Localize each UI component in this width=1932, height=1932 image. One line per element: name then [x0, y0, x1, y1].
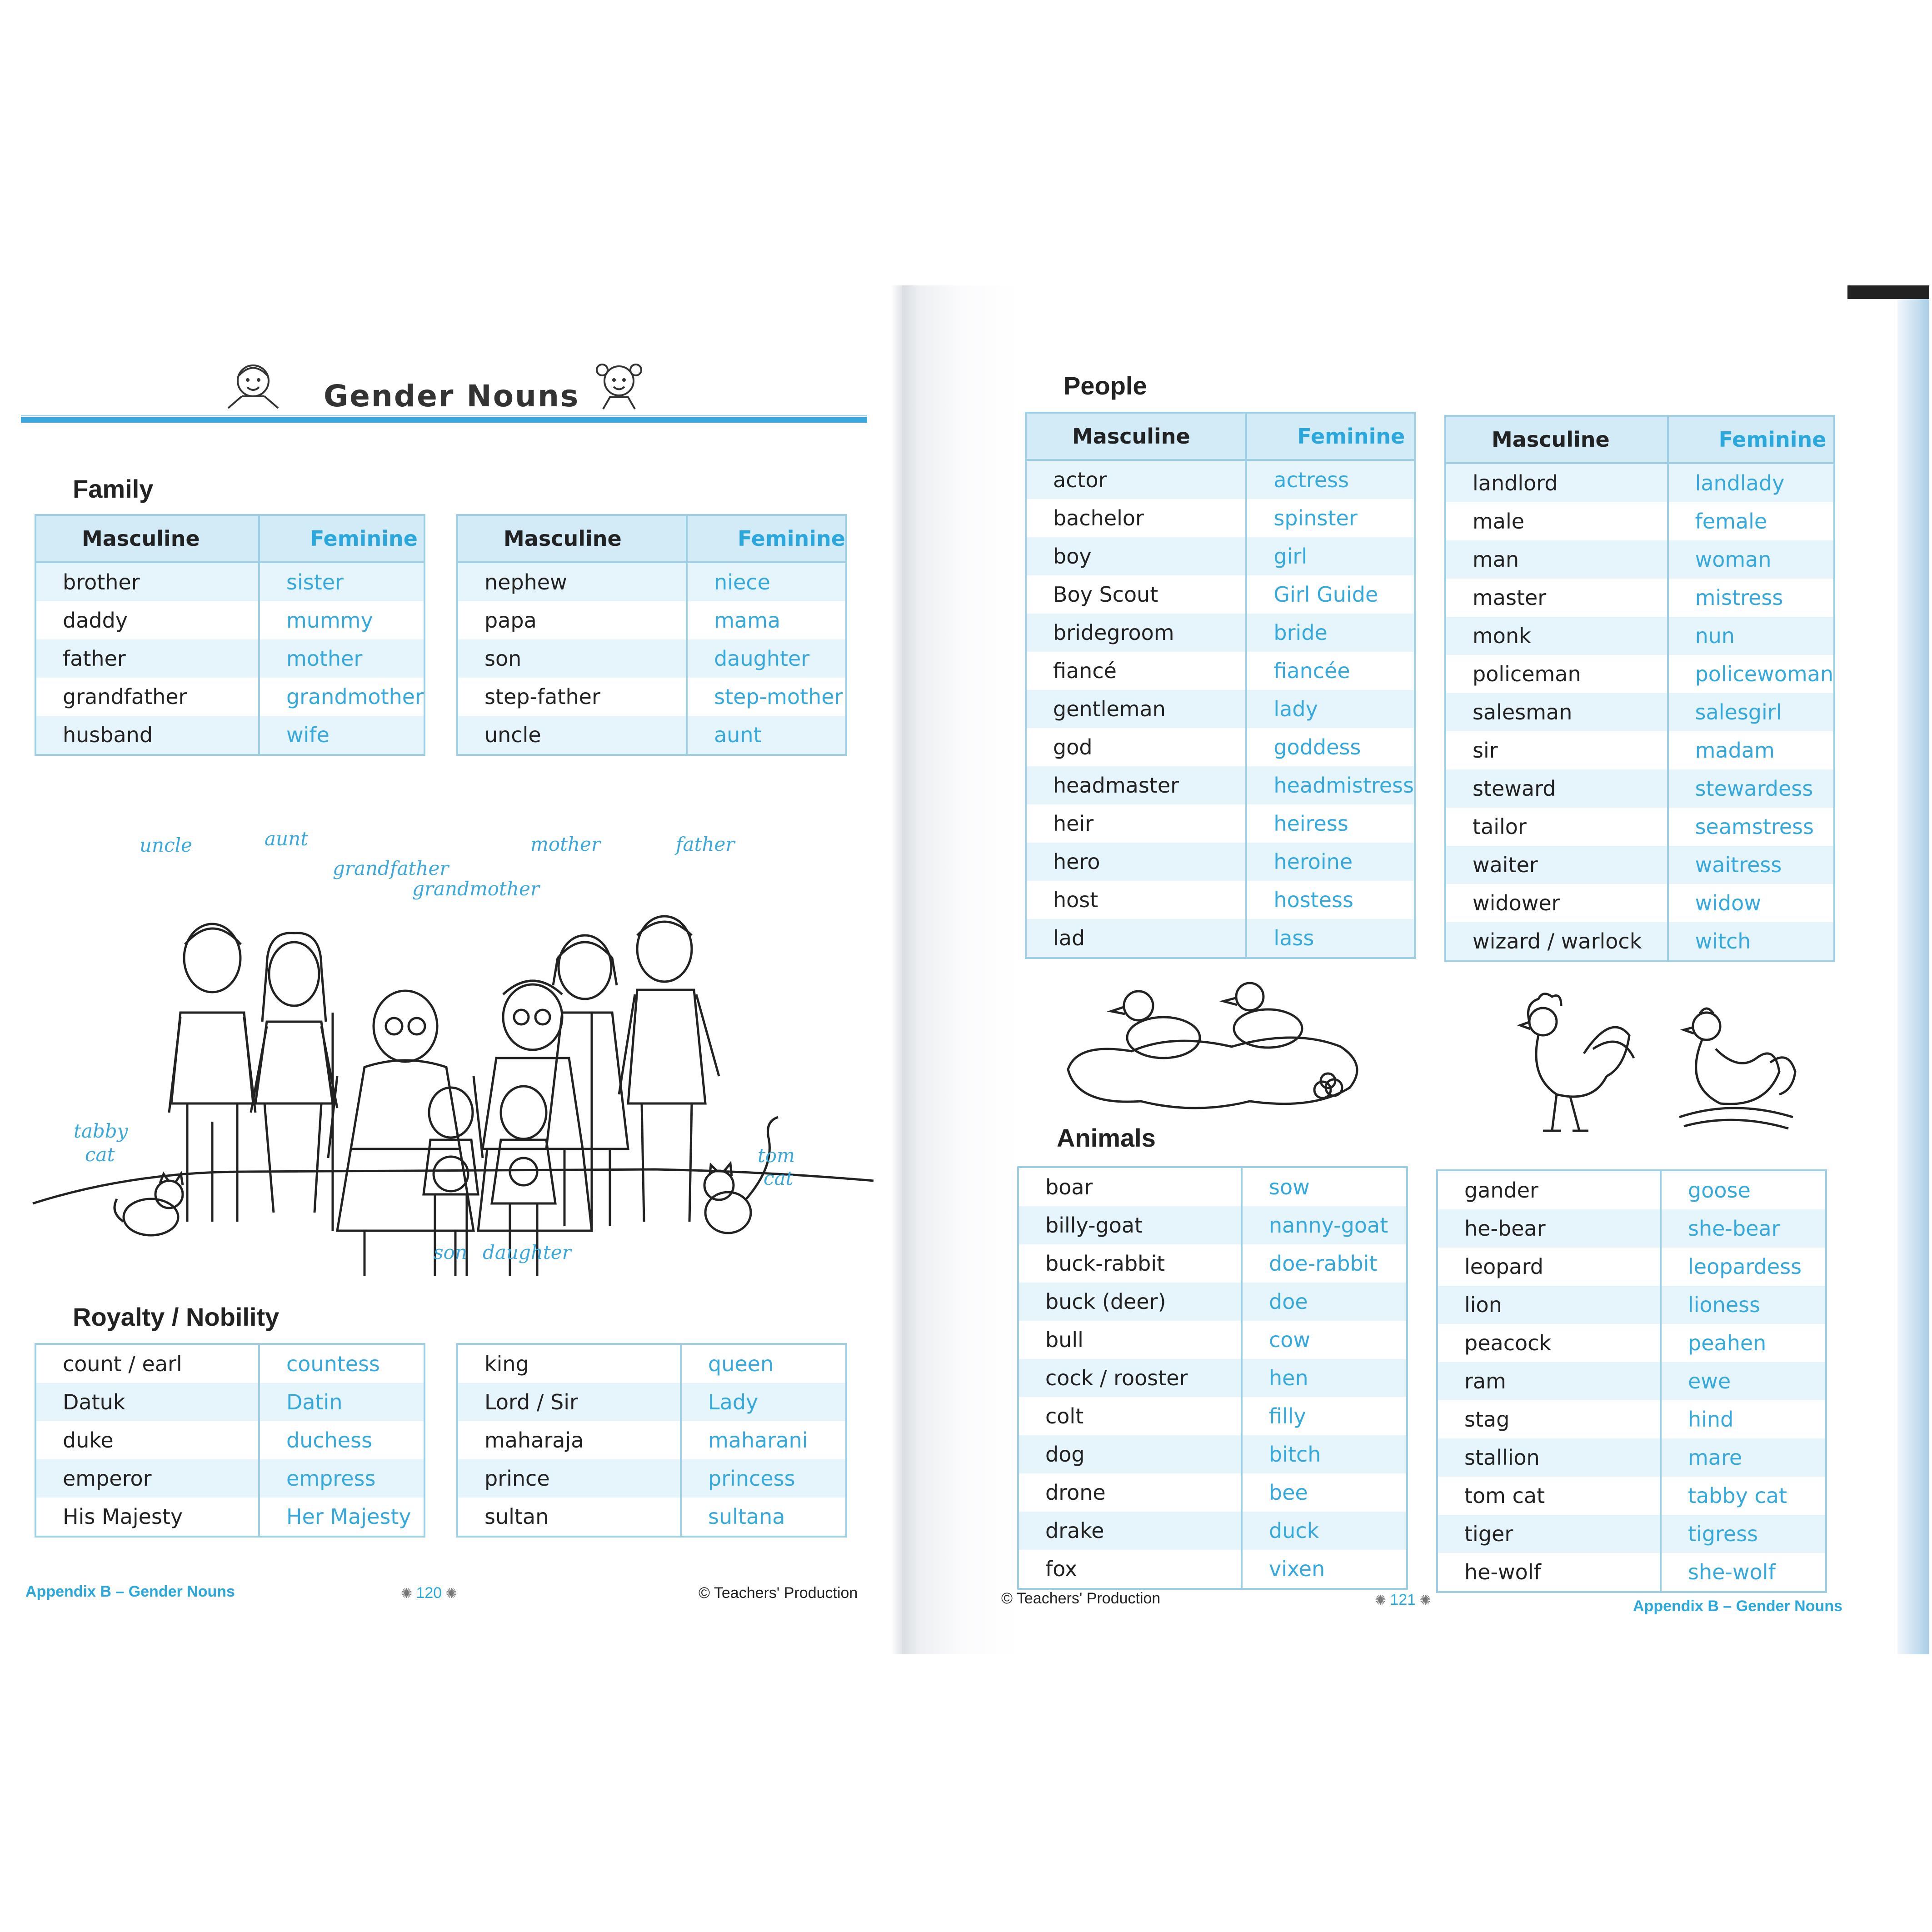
table-row	[1018, 1435, 1407, 1473]
masculine-cell: Boy Scout	[1026, 575, 1246, 614]
masculine-cell: gander	[1437, 1170, 1661, 1209]
masculine-header: Masculine	[1026, 413, 1246, 460]
masculine-cell: he-bear	[1437, 1209, 1661, 1248]
table-row	[1026, 652, 1415, 690]
table-row	[1026, 919, 1415, 958]
masculine-cell: sir	[1445, 731, 1668, 769]
feminine-cell: goddess	[1246, 728, 1415, 766]
table-row	[1445, 463, 1834, 502]
table-row	[1437, 1438, 1826, 1477]
ornament-icon: ✺	[1375, 1593, 1390, 1608]
masculine-cell: grandfather	[35, 678, 259, 716]
table-row	[1018, 1321, 1407, 1359]
feminine-cell: duchess	[259, 1421, 424, 1459]
feminine-cell: female	[1668, 502, 1834, 540]
masculine-cell: god	[1026, 728, 1246, 766]
table-row	[1437, 1553, 1826, 1592]
caption-grandfather: grandfather	[333, 857, 449, 879]
feminine-cell: she-bear	[1661, 1209, 1826, 1248]
table-row	[1026, 499, 1415, 537]
rooster-illustration	[1493, 985, 1638, 1149]
feminine-cell: heroine	[1246, 843, 1415, 881]
feminine-cell: hen	[1242, 1359, 1407, 1397]
left-page	[10, 285, 899, 1654]
caption-tabby: tabby	[74, 1120, 128, 1142]
family-table-1	[35, 514, 425, 756]
feminine-cell: daughter	[687, 639, 846, 678]
table-row	[1018, 1473, 1407, 1512]
feminine-cell: mama	[687, 601, 846, 639]
feminine-cell: headmistress	[1246, 766, 1415, 804]
table-row	[1445, 922, 1834, 961]
table-row	[35, 678, 424, 716]
masculine-cell: buck (deer)	[1018, 1283, 1242, 1321]
table-row	[1445, 617, 1834, 655]
feminine-cell: niece	[687, 562, 846, 601]
animals-table-2	[1436, 1169, 1827, 1593]
masculine-cell: maharaja	[457, 1421, 681, 1459]
feminine-cell: madam	[1668, 731, 1834, 769]
footer-copyright: © Teachers' Production	[699, 1584, 858, 1602]
table-row	[1445, 502, 1834, 540]
masculine-cell: steward	[1445, 769, 1668, 808]
masculine-cell: king	[457, 1344, 681, 1383]
caption-daughter: daughter	[483, 1241, 571, 1263]
feminine-cell: Girl Guide	[1246, 575, 1415, 614]
page-title: Gender Nouns	[324, 379, 580, 414]
masculine-cell: leopard	[1437, 1248, 1661, 1286]
table-row	[1026, 728, 1415, 766]
table-row	[457, 1459, 846, 1498]
hen-illustration	[1666, 994, 1802, 1140]
feminine-cell: mistress	[1668, 579, 1834, 617]
caption-uncle: uncle	[140, 834, 192, 856]
masculine-cell: male	[1445, 502, 1668, 540]
table-row	[457, 1498, 846, 1537]
masculine-cell: bachelor	[1026, 499, 1246, 537]
caption-tom-cat: cat	[764, 1167, 794, 1189]
masculine-cell: Lord / Sir	[457, 1383, 681, 1421]
table-row	[457, 601, 846, 639]
feminine-cell: maharani	[681, 1421, 846, 1459]
caption-father: father	[676, 833, 735, 855]
masculine-cell: His Majesty	[35, 1498, 259, 1537]
table-row	[1026, 537, 1415, 575]
feminine-cell: mare	[1661, 1438, 1826, 1477]
table-row	[1437, 1324, 1826, 1362]
table-row	[1445, 655, 1834, 693]
feminine-cell: queen	[681, 1344, 846, 1383]
table-row	[457, 1421, 846, 1459]
people-heading: People	[1063, 371, 1147, 400]
table-row	[1445, 846, 1834, 884]
feminine-cell: lioness	[1661, 1286, 1826, 1324]
animals-heading: Animals	[1057, 1123, 1156, 1152]
feminine-cell: salesgirl	[1668, 693, 1834, 731]
table-row	[1445, 884, 1834, 922]
feminine-cell: leopardess	[1661, 1248, 1826, 1286]
masculine-cell: Datuk	[35, 1383, 259, 1421]
feminine-cell: woman	[1668, 540, 1834, 579]
feminine-cell: bride	[1246, 614, 1415, 652]
feminine-cell: hind	[1661, 1400, 1826, 1438]
masculine-cell: peacock	[1437, 1324, 1661, 1362]
masculine-cell: fox	[1018, 1550, 1242, 1589]
feminine-cell: she-wolf	[1661, 1553, 1826, 1592]
ducks-pond-illustration	[1059, 974, 1377, 1124]
masculine-cell: sultan	[457, 1498, 681, 1537]
table-row	[35, 1498, 424, 1537]
masculine-cell: policeman	[1445, 655, 1668, 693]
title-rule-thin	[21, 415, 867, 416]
feminine-cell: lass	[1246, 919, 1415, 958]
table-row	[1026, 614, 1415, 652]
feminine-cell: step-mother	[687, 678, 846, 716]
feminine-cell: hostess	[1246, 881, 1415, 919]
table-row	[1018, 1512, 1407, 1550]
family-table-2	[456, 514, 847, 756]
feminine-cell: princess	[681, 1459, 846, 1498]
table-row	[1026, 690, 1415, 728]
masculine-cell: headmaster	[1026, 766, 1246, 804]
masculine-cell: fiancé	[1026, 652, 1246, 690]
table-row	[1026, 766, 1415, 804]
footer-page-number: ✺ 121 ✺	[1375, 1591, 1431, 1608]
feminine-cell: nanny-goat	[1242, 1206, 1407, 1244]
masculine-cell: master	[1445, 579, 1668, 617]
footer-page-number: ✺ 120 ✺	[401, 1584, 457, 1602]
feminine-cell: doe	[1242, 1283, 1407, 1321]
table-row	[457, 639, 846, 678]
feminine-cell: landlady	[1668, 463, 1834, 502]
feminine-cell: Her Majesty	[259, 1498, 424, 1537]
feminine-cell: widow	[1668, 884, 1834, 922]
masculine-cell: prince	[457, 1459, 681, 1498]
people-table-1	[1025, 412, 1416, 959]
table-row	[1445, 808, 1834, 846]
feminine-header: Feminine	[1246, 413, 1415, 460]
feminine-cell: nun	[1668, 617, 1834, 655]
feminine-cell: policewoman	[1668, 655, 1834, 693]
animals-table-1	[1017, 1166, 1408, 1590]
feminine-cell: witch	[1668, 922, 1834, 961]
caption-tabby-cat: cat	[85, 1143, 115, 1166]
footer-copyright: © Teachers' Production	[1001, 1590, 1161, 1607]
footer-appendix: Appendix B – Gender Nouns	[1633, 1598, 1842, 1615]
feminine-cell: empress	[259, 1459, 424, 1498]
masculine-cell: brother	[35, 562, 259, 601]
feminine-cell: actress	[1246, 460, 1415, 499]
table-row	[1018, 1359, 1407, 1397]
feminine-cell: tigress	[1661, 1515, 1826, 1553]
table-row	[1445, 769, 1834, 808]
feminine-cell: bee	[1242, 1473, 1407, 1512]
ornament-icon: ✺	[442, 1586, 457, 1601]
masculine-cell: salesman	[1445, 693, 1668, 731]
caption-son: son	[434, 1241, 467, 1263]
feminine-cell: peahen	[1661, 1324, 1826, 1362]
feminine-cell: duck	[1242, 1512, 1407, 1550]
feminine-cell: countess	[259, 1344, 424, 1383]
feminine-cell: spinster	[1246, 499, 1415, 537]
table-row	[1026, 843, 1415, 881]
cover-edge	[1847, 285, 1929, 299]
table-row	[457, 678, 846, 716]
table-row	[1437, 1248, 1826, 1286]
masculine-cell: tiger	[1437, 1515, 1661, 1553]
feminine-cell: waitress	[1668, 846, 1834, 884]
masculine-cell: stallion	[1437, 1438, 1661, 1477]
feminine-cell: Lady	[681, 1383, 846, 1421]
table-row	[1437, 1170, 1826, 1209]
feminine-cell: vixen	[1242, 1550, 1407, 1589]
masculine-cell: he-wolf	[1437, 1553, 1661, 1592]
table-row	[1018, 1206, 1407, 1244]
masculine-cell: boy	[1026, 537, 1246, 575]
masculine-cell: drake	[1018, 1512, 1242, 1550]
table-row	[1026, 575, 1415, 614]
feminine-header: Feminine	[259, 515, 424, 562]
ornament-icon: ✺	[401, 1586, 416, 1601]
feminine-cell: wife	[259, 716, 424, 755]
masculine-cell: emperor	[35, 1459, 259, 1498]
masculine-cell: tailor	[1445, 808, 1668, 846]
feminine-cell: Datin	[259, 1383, 424, 1421]
caption-tom: tom	[758, 1144, 795, 1167]
table-row	[1437, 1515, 1826, 1553]
masculine-cell: papa	[457, 601, 687, 639]
masculine-cell: count / earl	[35, 1344, 259, 1383]
feminine-cell: doe-rabbit	[1242, 1244, 1407, 1283]
table-row	[35, 1421, 424, 1459]
masculine-cell: boar	[1018, 1167, 1242, 1206]
masculine-cell: bridegroom	[1026, 614, 1246, 652]
masculine-cell: lad	[1026, 919, 1246, 958]
royalty-heading: Royalty / Nobility	[73, 1303, 280, 1331]
table-row	[1018, 1283, 1407, 1321]
ornament-icon: ✺	[1416, 1593, 1431, 1608]
table-row	[1445, 579, 1834, 617]
royalty-table-1	[35, 1343, 425, 1538]
caption-mother: mother	[530, 833, 600, 855]
masculine-cell: widower	[1445, 884, 1668, 922]
table-row	[35, 562, 424, 601]
feminine-cell: goose	[1661, 1170, 1826, 1209]
table-row	[1018, 1550, 1407, 1589]
masculine-cell: billy-goat	[1018, 1206, 1242, 1244]
table-row	[1437, 1362, 1826, 1400]
masculine-cell: actor	[1026, 460, 1246, 499]
masculine-cell: father	[35, 639, 259, 678]
masculine-cell: dog	[1018, 1435, 1242, 1473]
people-table-2	[1444, 415, 1835, 962]
masculine-cell: waiter	[1445, 846, 1668, 884]
table-row	[1445, 731, 1834, 769]
feminine-cell: seamstress	[1668, 808, 1834, 846]
masculine-cell: daddy	[35, 601, 259, 639]
masculine-cell: husband	[35, 716, 259, 755]
table-row	[1018, 1397, 1407, 1435]
masculine-cell: lion	[1437, 1286, 1661, 1324]
footer-appendix: Appendix B – Gender Nouns	[25, 1583, 235, 1600]
table-row	[35, 716, 424, 755]
feminine-cell: bitch	[1242, 1435, 1407, 1473]
table-row	[1026, 460, 1415, 499]
masculine-cell: son	[457, 639, 687, 678]
feminine-cell: mummy	[259, 601, 424, 639]
table-row	[1445, 540, 1834, 579]
masculine-header: Masculine	[35, 515, 259, 562]
table-row	[1437, 1286, 1826, 1324]
caption-grandmother: grandmother	[412, 878, 539, 900]
table-row	[1018, 1167, 1407, 1206]
table-row	[1437, 1477, 1826, 1515]
table-row	[1445, 693, 1834, 731]
masculine-cell: tom cat	[1437, 1477, 1661, 1515]
masculine-cell: host	[1026, 881, 1246, 919]
family-heading: Family	[73, 474, 154, 503]
masculine-cell: buck-rabbit	[1018, 1244, 1242, 1283]
table-row	[457, 1383, 846, 1421]
masculine-cell: hero	[1026, 843, 1246, 881]
table-row	[35, 1383, 424, 1421]
feminine-cell: sultana	[681, 1498, 846, 1537]
feminine-cell: girl	[1246, 537, 1415, 575]
page-edge	[1897, 285, 1929, 1654]
table-row	[457, 1344, 846, 1383]
caption-aunt: aunt	[265, 828, 309, 850]
table-row	[457, 562, 846, 601]
girl-face-icon	[585, 358, 653, 413]
masculine-cell: stag	[1437, 1400, 1661, 1438]
masculine-cell: ram	[1437, 1362, 1661, 1400]
title-rule	[21, 417, 867, 423]
masculine-cell: duke	[35, 1421, 259, 1459]
masculine-cell: uncle	[457, 716, 687, 755]
masculine-cell: step-father	[457, 678, 687, 716]
table-row	[35, 1459, 424, 1498]
masculine-header: Masculine	[457, 515, 687, 562]
table-row	[1018, 1244, 1407, 1283]
table-row	[1437, 1209, 1826, 1248]
feminine-cell: heiress	[1246, 804, 1415, 843]
feminine-header: Feminine	[1668, 416, 1834, 463]
feminine-cell: grandmother	[259, 678, 424, 716]
masculine-cell: bull	[1018, 1321, 1242, 1359]
table-row	[35, 639, 424, 678]
feminine-cell: mother	[259, 639, 424, 678]
royalty-table-2	[456, 1343, 847, 1538]
masculine-cell: gentleman	[1026, 690, 1246, 728]
table-row	[35, 601, 424, 639]
feminine-cell: lady	[1246, 690, 1415, 728]
feminine-cell: stewardess	[1668, 769, 1834, 808]
table-row	[457, 716, 846, 755]
table-row	[1026, 881, 1415, 919]
table-row	[1026, 804, 1415, 843]
table-row	[1437, 1400, 1826, 1438]
feminine-header: Feminine	[687, 515, 846, 562]
masculine-cell: wizard / warlock	[1445, 922, 1668, 961]
masculine-cell: nephew	[457, 562, 687, 601]
boy-face-icon	[219, 358, 287, 413]
feminine-cell: filly	[1242, 1397, 1407, 1435]
masculine-cell: man	[1445, 540, 1668, 579]
feminine-cell: aunt	[687, 716, 846, 755]
feminine-cell: sow	[1242, 1167, 1407, 1206]
masculine-cell: landlord	[1445, 463, 1668, 502]
masculine-cell: drone	[1018, 1473, 1242, 1512]
feminine-cell: cow	[1242, 1321, 1407, 1359]
feminine-cell: ewe	[1661, 1362, 1826, 1400]
feminine-cell: sister	[259, 562, 424, 601]
feminine-cell: tabby cat	[1661, 1477, 1826, 1515]
masculine-cell: monk	[1445, 617, 1668, 655]
masculine-header: Masculine	[1445, 416, 1668, 463]
masculine-cell: cock / rooster	[1018, 1359, 1242, 1397]
masculine-cell: heir	[1026, 804, 1246, 843]
feminine-cell: fiancée	[1246, 652, 1415, 690]
masculine-cell: colt	[1018, 1397, 1242, 1435]
table-row	[35, 1344, 424, 1383]
right-page	[902, 285, 1929, 1654]
